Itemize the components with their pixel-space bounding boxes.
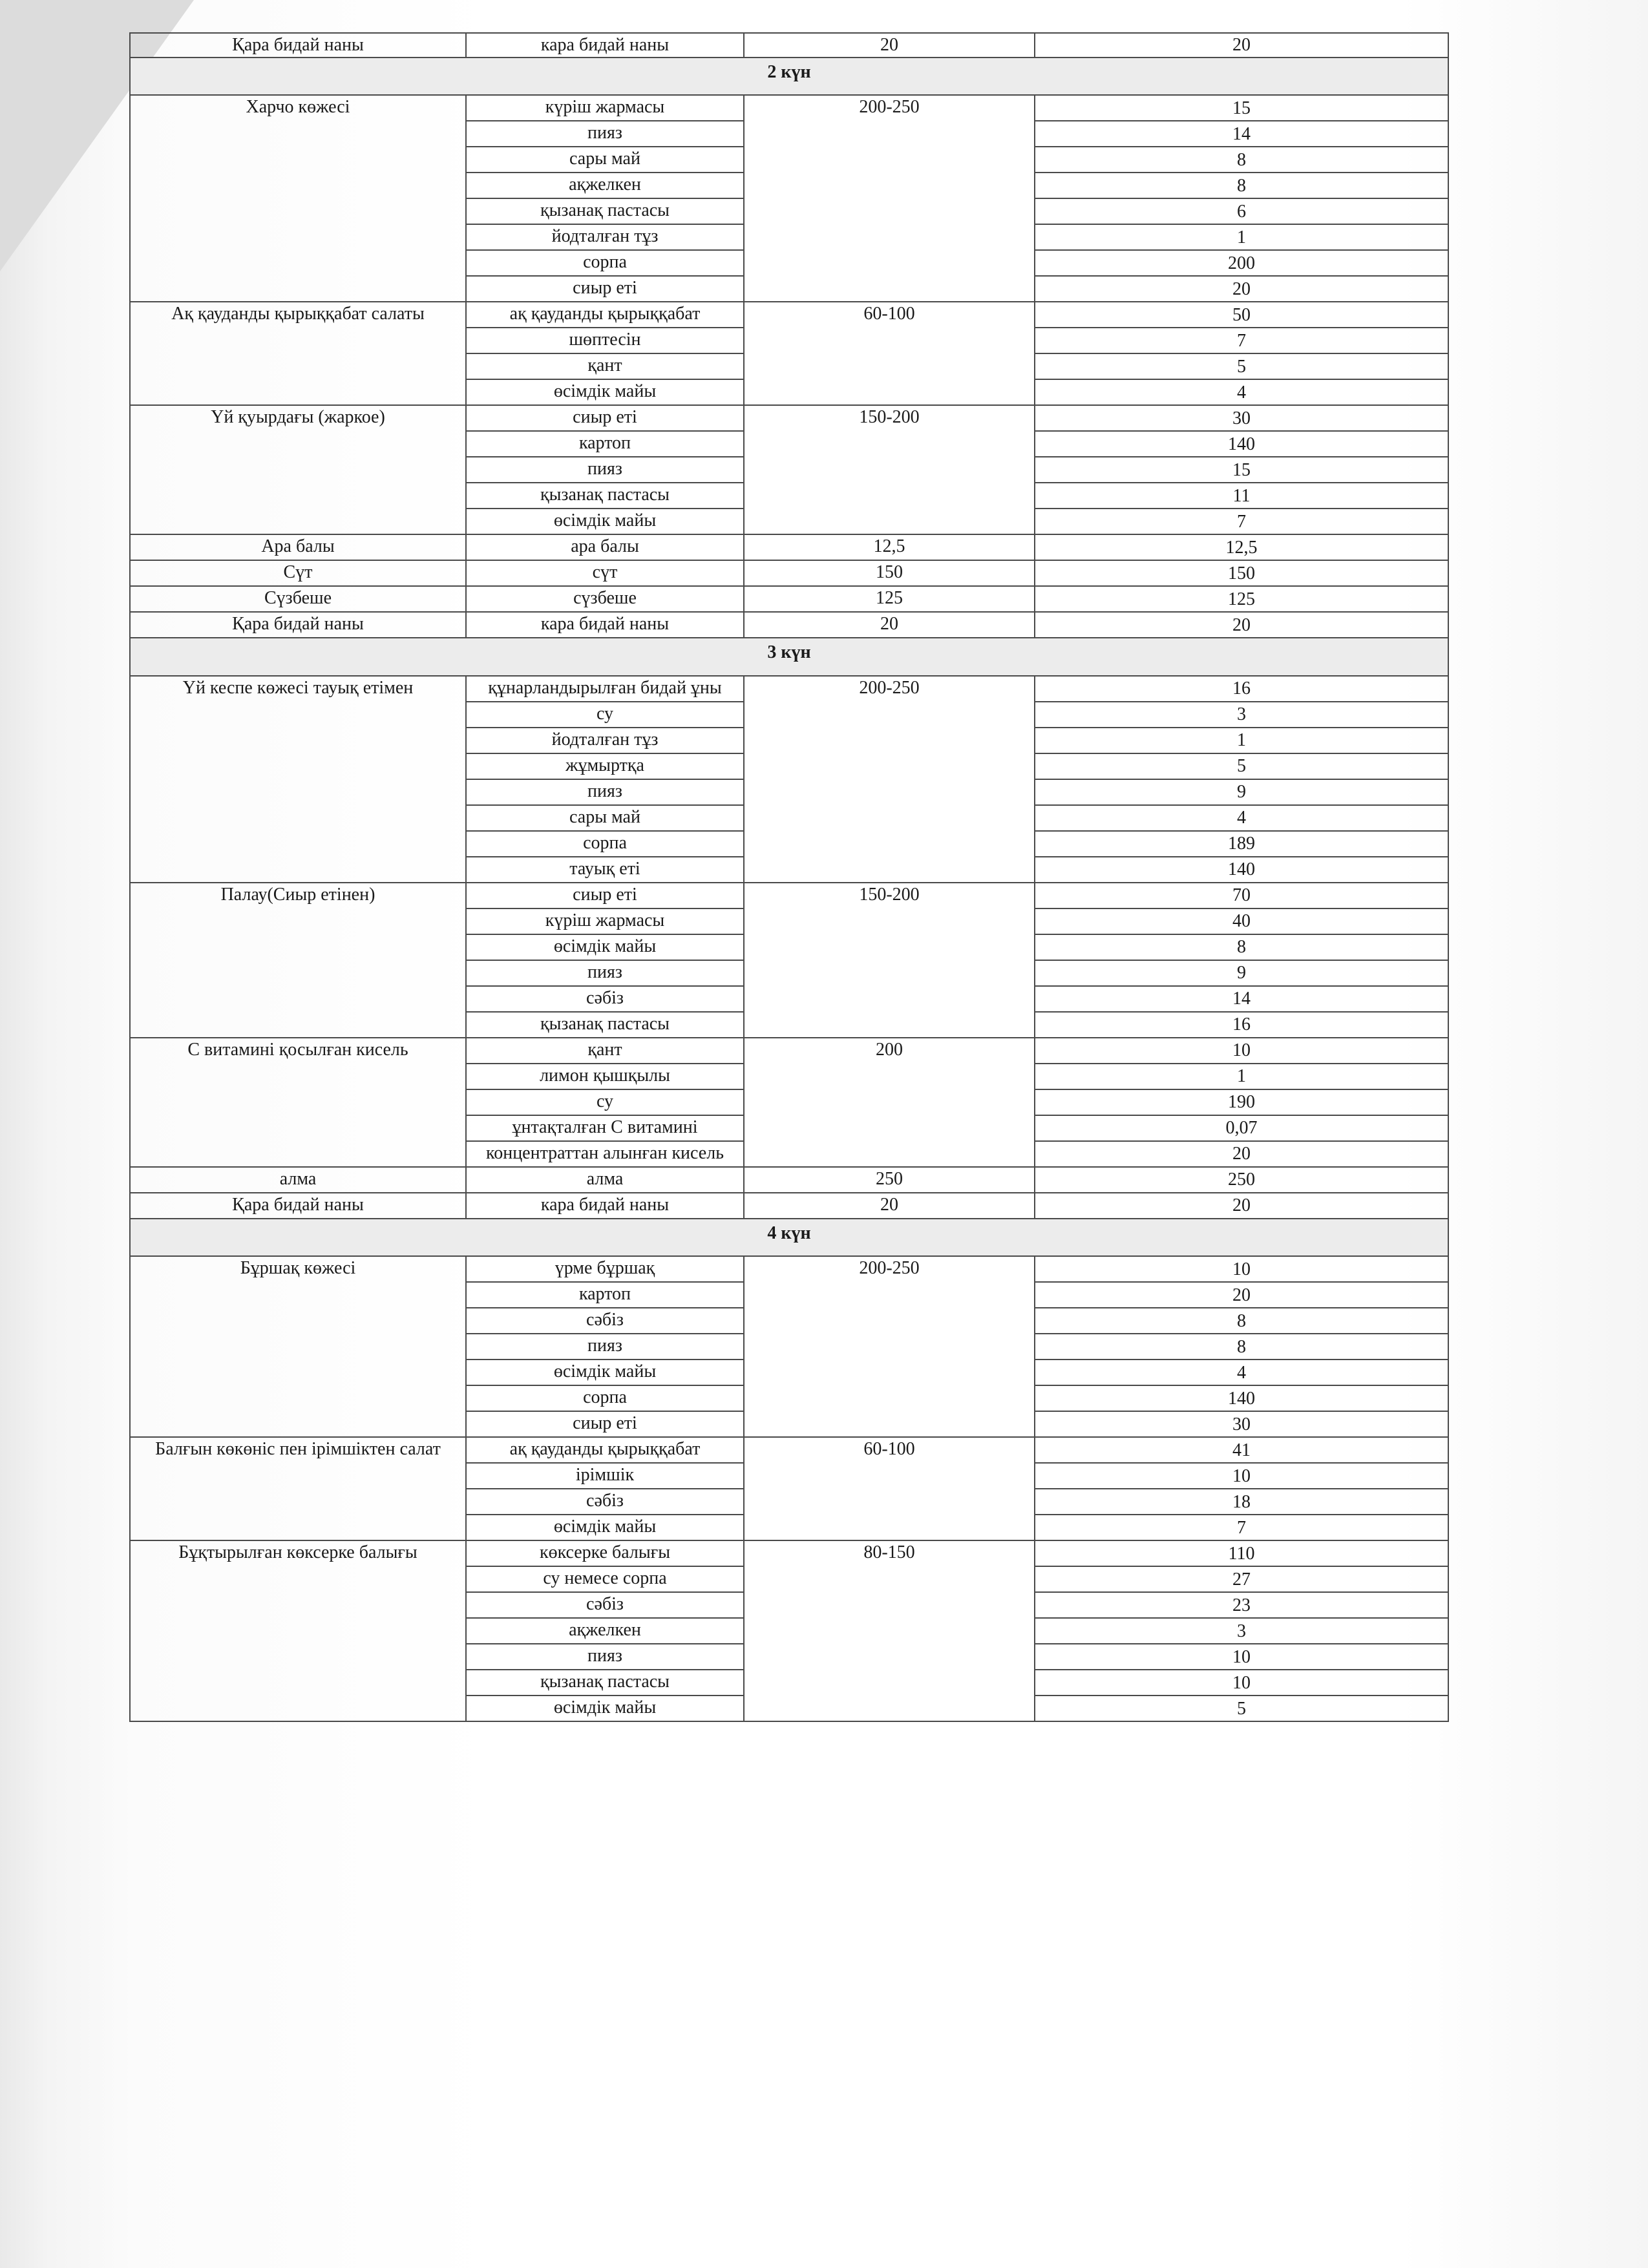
dish-name: Ара балы xyxy=(130,534,466,560)
ingredient-weight: 20 xyxy=(1035,1141,1448,1167)
ingredient-weight: 5 xyxy=(1035,1696,1448,1721)
ingredient-weight: 11 xyxy=(1035,483,1448,509)
table-row xyxy=(130,33,1448,58)
ingredient-weight: 8 xyxy=(1035,934,1448,960)
ingredient-name: сәбіз xyxy=(466,1592,744,1618)
ingredient-weight: 6 xyxy=(1035,198,1448,224)
ingredient-weight: 27 xyxy=(1035,1566,1448,1592)
ingredient-weight: 20 xyxy=(1035,276,1448,302)
ingredient-weight: 8 xyxy=(1035,1308,1448,1334)
ingredient-name: кара бидай наны xyxy=(466,612,744,638)
ingredient-name: йодталған тұз xyxy=(466,728,744,753)
ingredient-name: лимон қышқылы xyxy=(466,1064,744,1089)
ingredient-weight: 140 xyxy=(1035,431,1448,457)
ingredient-name: картоп xyxy=(466,431,744,457)
dish-name: Үй қуырдағы (жаркое) xyxy=(130,405,466,534)
dish-name: Бұқтырылған көксерке балығы xyxy=(130,1540,466,1721)
dish-name: Ақ қауданды қырыққабат салаты xyxy=(130,302,466,405)
ingredient-name: картоп xyxy=(466,1282,744,1308)
table-row xyxy=(130,1193,1448,1219)
table-row xyxy=(130,883,1448,908)
ingredient-name: сиыр еті xyxy=(466,883,744,908)
ingredient-weight: 5 xyxy=(1035,353,1448,379)
portion-size: 80-150 xyxy=(744,1540,1035,1721)
ingredient-weight: 20 xyxy=(1035,612,1448,638)
ingredient-name: қызанақ пастасы xyxy=(466,198,744,224)
ingredient-weight: 250 xyxy=(1035,1167,1448,1193)
ingredient-name: сорпа xyxy=(466,250,744,276)
dish-name: Балғын көкөніс пен ірімшіктен салат xyxy=(130,1437,466,1540)
ingredient-name: жұмыртқа xyxy=(466,753,744,779)
ingredient-weight: 30 xyxy=(1035,405,1448,431)
ingredient-name: су немесе сорпа xyxy=(466,1566,744,1592)
ingredient-weight: 1 xyxy=(1035,1064,1448,1089)
ingredient-weight: 10 xyxy=(1035,1038,1448,1064)
ingredient-name: концентраттан алынған кисель xyxy=(466,1141,744,1167)
ingredient-name: су xyxy=(466,1089,744,1115)
table-row xyxy=(130,95,1448,121)
ingredient-name: ақ қауданды қырыққабат xyxy=(466,302,744,328)
ingredient-name: шөптесін xyxy=(466,328,744,353)
ingredient-weight: 10 xyxy=(1035,1463,1448,1489)
table-row xyxy=(130,560,1448,586)
ingredient-weight: 9 xyxy=(1035,960,1448,986)
dish-name: Харчо көжесі xyxy=(130,95,466,302)
ingredient-name: өсімдік майы xyxy=(466,509,744,534)
ingredient-name: қант xyxy=(466,1038,744,1064)
ingredient-weight: 14 xyxy=(1035,986,1448,1012)
ingredient-name: пияз xyxy=(466,779,744,805)
ingredient-weight: 1 xyxy=(1035,728,1448,753)
portion-size: 20 xyxy=(744,33,1035,58)
ingredient-weight: 50 xyxy=(1035,302,1448,328)
ingredient-name: ұнтақталған С витамині xyxy=(466,1115,744,1141)
table-row xyxy=(130,302,1448,328)
ingredient-weight: 140 xyxy=(1035,1385,1448,1411)
ingredient-name: өсімдік майы xyxy=(466,1696,744,1721)
ingredient-weight: 7 xyxy=(1035,328,1448,353)
ingredient-name: қант xyxy=(466,353,744,379)
ingredient-name: сиыр еті xyxy=(466,1411,744,1437)
ingredient-weight: 190 xyxy=(1035,1089,1448,1115)
ingredient-name: йодталған тұз xyxy=(466,224,744,250)
portion-size: 200-250 xyxy=(744,95,1035,302)
portion-size: 250 xyxy=(744,1167,1035,1193)
ingredient-name: ақжелкен xyxy=(466,1618,744,1644)
ingredient-name: ақжелкен xyxy=(466,173,744,198)
dish-name: С витамині қосылған кисель xyxy=(130,1038,466,1167)
ingredient-name: сүзбеше xyxy=(466,586,744,612)
portion-size: 60-100 xyxy=(744,1437,1035,1540)
ingredient-name: өсімдік майы xyxy=(466,379,744,405)
ingredient-weight: 41 xyxy=(1035,1437,1448,1463)
ingredient-weight: 8 xyxy=(1035,173,1448,198)
ingredient-name: үрме бұршақ xyxy=(466,1256,744,1282)
ingredient-weight: 9 xyxy=(1035,779,1448,805)
ingredient-name: өсімдік майы xyxy=(466,1360,744,1385)
ingredient-weight: 14 xyxy=(1035,121,1448,147)
ingredient-weight: 16 xyxy=(1035,676,1448,702)
ingredient-name: сәбіз xyxy=(466,1489,744,1515)
ingredient-name: пияз xyxy=(466,960,744,986)
ingredient-name: пияз xyxy=(466,1334,744,1360)
table-row xyxy=(130,1540,1448,1566)
ingredient-weight: 30 xyxy=(1035,1411,1448,1437)
ingredient-name: пияз xyxy=(466,121,744,147)
ingredient-weight: 3 xyxy=(1035,1618,1448,1644)
ingredient-weight: 4 xyxy=(1035,805,1448,831)
ingredient-weight: 23 xyxy=(1035,1592,1448,1618)
ingredient-weight: 7 xyxy=(1035,1515,1448,1540)
table-row xyxy=(130,1038,1448,1064)
ingredient-weight: 10 xyxy=(1035,1670,1448,1696)
ingredient-name: сорпа xyxy=(466,831,744,857)
portion-size: 150 xyxy=(744,560,1035,586)
day-header-row xyxy=(130,1219,1448,1256)
ingredient-weight: 7 xyxy=(1035,509,1448,534)
ingredient-name: сәбіз xyxy=(466,1308,744,1334)
dish-name: Палау(Сиыр етінен) xyxy=(130,883,466,1038)
dish-name: Қара бидай наны xyxy=(130,33,466,58)
ingredient-weight: 125 xyxy=(1035,586,1448,612)
ingredient-name: сары май xyxy=(466,147,744,173)
ingredient-weight: 8 xyxy=(1035,1334,1448,1360)
ingredient-weight: 20 xyxy=(1035,1282,1448,1308)
portion-size: 12,5 xyxy=(744,534,1035,560)
ingredient-name: күріш жармасы xyxy=(466,95,744,121)
ingredient-weight: 8 xyxy=(1035,147,1448,173)
table-row xyxy=(130,586,1448,612)
ingredient-name: сары май xyxy=(466,805,744,831)
day-header: 3 күн xyxy=(130,638,1448,675)
ingredient-name: ақ қауданды қырыққабат xyxy=(466,1437,744,1463)
ingredient-name: қызанақ пастасы xyxy=(466,483,744,509)
table-row xyxy=(130,534,1448,560)
ingredient-name: кара бидай наны xyxy=(466,1193,744,1219)
portion-size: 20 xyxy=(744,612,1035,638)
ingredient-weight: 200 xyxy=(1035,250,1448,276)
portion-size: 60-100 xyxy=(744,302,1035,405)
table-row xyxy=(130,405,1448,431)
ingredient-name: сиыр еті xyxy=(466,405,744,431)
ingredient-weight: 10 xyxy=(1035,1256,1448,1282)
ingredient-name: өсімдік майы xyxy=(466,934,744,960)
table-row xyxy=(130,612,1448,638)
ingredient-name: тауық еті xyxy=(466,857,744,883)
ingredient-weight: 40 xyxy=(1035,908,1448,934)
ingredient-name: кара бидай наны xyxy=(466,33,744,58)
ingredient-name: сүт xyxy=(466,560,744,586)
table-row xyxy=(130,1437,1448,1463)
ingredient-weight: 5 xyxy=(1035,753,1448,779)
portion-size: 200 xyxy=(744,1038,1035,1167)
table-row xyxy=(130,676,1448,702)
ingredient-name: ірімшік xyxy=(466,1463,744,1489)
ingredient-name: қызанақ пастасы xyxy=(466,1670,744,1696)
ingredient-weight: 70 xyxy=(1035,883,1448,908)
portion-size: 200-250 xyxy=(744,1256,1035,1437)
ingredient-weight: 10 xyxy=(1035,1644,1448,1670)
table-row xyxy=(130,1167,1448,1193)
ingredient-weight: 140 xyxy=(1035,857,1448,883)
day-header: 4 күн xyxy=(130,1219,1448,1256)
day-header-row xyxy=(130,58,1448,95)
ingredient-weight: 4 xyxy=(1035,1360,1448,1385)
ingredient-name: сиыр еті xyxy=(466,276,744,302)
portion-size: 150-200 xyxy=(744,883,1035,1038)
menu-table xyxy=(129,32,1449,1722)
portion-size: 125 xyxy=(744,586,1035,612)
ingredient-name: күріш жармасы xyxy=(466,908,744,934)
dish-name: Үй кеспе көжесі тауық етімен xyxy=(130,676,466,883)
ingredient-weight: 15 xyxy=(1035,457,1448,483)
ingredient-name: ара балы xyxy=(466,534,744,560)
dish-name: Сүт xyxy=(130,560,466,586)
ingredient-name: сорпа xyxy=(466,1385,744,1411)
ingredient-weight: 20 xyxy=(1035,1193,1448,1219)
portion-size: 150-200 xyxy=(744,405,1035,534)
document-sheet xyxy=(129,26,1486,2158)
ingredient-name: пияз xyxy=(466,457,744,483)
portion-size: 200-250 xyxy=(744,676,1035,883)
ingredient-weight: 18 xyxy=(1035,1489,1448,1515)
ingredient-name: сәбіз xyxy=(466,986,744,1012)
ingredient-name: қызанақ пастасы xyxy=(466,1012,744,1038)
ingredient-name: алма xyxy=(466,1167,744,1193)
dish-name: Қара бидай наны xyxy=(130,1193,466,1219)
portion-size: 20 xyxy=(744,1193,1035,1219)
dish-name: Сүзбеше xyxy=(130,586,466,612)
day-header-row xyxy=(130,638,1448,675)
ingredient-weight: 3 xyxy=(1035,702,1448,728)
ingredient-name: су xyxy=(466,702,744,728)
dish-name: Қара бидай наны xyxy=(130,612,466,638)
ingredient-weight: 0,07 xyxy=(1035,1115,1448,1141)
ingredient-name: пияз xyxy=(466,1644,744,1670)
dish-name: алма xyxy=(130,1167,466,1193)
ingredient-name: құнарландырылған бидай ұны xyxy=(466,676,744,702)
menu-table-body xyxy=(130,33,1448,1721)
table-row xyxy=(130,1256,1448,1282)
ingredient-name: көксерке балығы xyxy=(466,1540,744,1566)
ingredient-weight: 16 xyxy=(1035,1012,1448,1038)
ingredient-weight: 15 xyxy=(1035,95,1448,121)
ingredient-weight: 110 xyxy=(1035,1540,1448,1566)
ingredient-weight: 150 xyxy=(1035,560,1448,586)
ingredient-weight: 4 xyxy=(1035,379,1448,405)
day-header: 2 күн xyxy=(130,58,1448,95)
ingredient-weight: 20 xyxy=(1035,33,1448,58)
ingredient-weight: 189 xyxy=(1035,831,1448,857)
dish-name: Бұршақ көжесі xyxy=(130,1256,466,1437)
ingredient-name: өсімдік майы xyxy=(466,1515,744,1540)
ingredient-weight: 1 xyxy=(1035,224,1448,250)
ingredient-weight: 12,5 xyxy=(1035,534,1448,560)
